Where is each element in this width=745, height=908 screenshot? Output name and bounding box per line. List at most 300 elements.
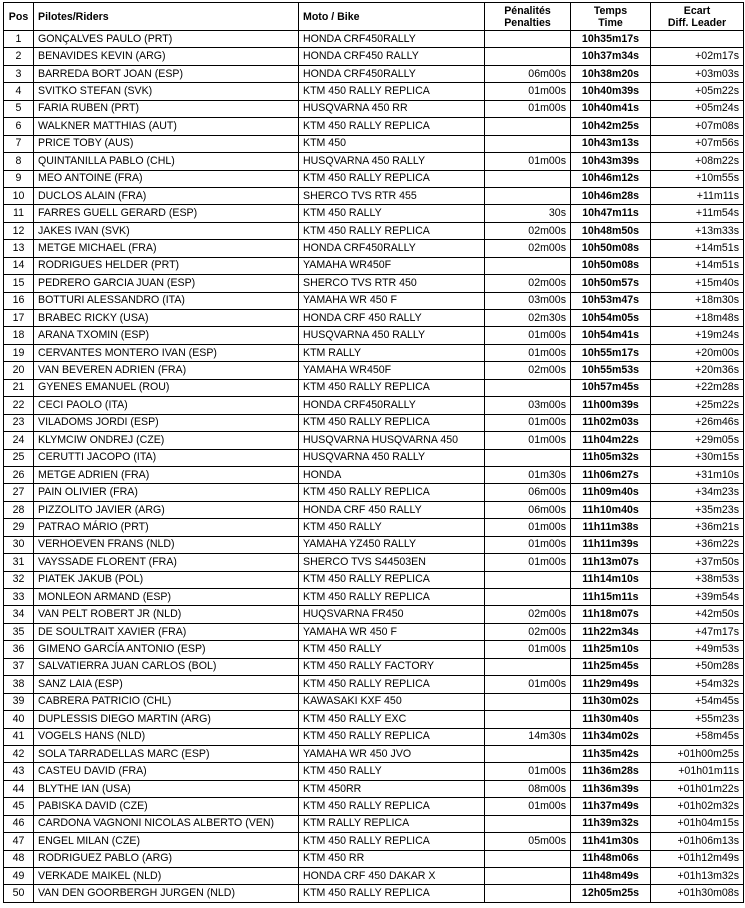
cell-penalty	[485, 449, 571, 466]
cell-time: 10h48m50s	[571, 222, 651, 239]
cell-rider: SANZ LAIA (ESP)	[34, 676, 299, 693]
cell-rider: GONÇALVES PAULO (PRT)	[34, 31, 299, 48]
cell-time: 10h38m20s	[571, 65, 651, 82]
cell-pos: 11	[4, 205, 34, 222]
cell-bike: KTM 450 RALLY REPLICA	[299, 170, 485, 187]
cell-penalty: 01m30s	[485, 466, 571, 483]
cell-rider: PEDRERO GARCIA JUAN (ESP)	[34, 275, 299, 292]
cell-penalty: 01m00s	[485, 641, 571, 658]
cell-penalty: 01m00s	[485, 153, 571, 170]
cell-time: 10h43m13s	[571, 135, 651, 152]
table-row	[4, 327, 744, 344]
table-row	[4, 868, 744, 885]
cell-penalty: 01m00s	[485, 83, 571, 100]
cell-gap: +49m53s	[651, 641, 744, 658]
cell-bike: HONDA CRF 450 RALLY	[299, 310, 485, 327]
table-row	[4, 170, 744, 187]
cell-pos: 5	[4, 100, 34, 117]
cell-penalty: 06m00s	[485, 501, 571, 518]
cell-bike: YAMAHA YZ450 RALLY	[299, 536, 485, 553]
cell-bike: KTM 450 RALLY REPLICA	[299, 83, 485, 100]
cell-rider: CARDONA VAGNONI NICOLAS ALBERTO (VEN)	[34, 815, 299, 832]
cell-time: 10h54m41s	[571, 327, 651, 344]
cell-gap: +14m51s	[651, 240, 744, 257]
cell-gap: +36m21s	[651, 519, 744, 536]
cell-pos: 20	[4, 362, 34, 379]
cell-time: 11h10m40s	[571, 501, 651, 518]
cell-rider: QUINTANILLA PABLO (CHL)	[34, 153, 299, 170]
cell-time: 11h35m42s	[571, 745, 651, 762]
cell-time: 11h25m45s	[571, 658, 651, 675]
cell-penalty	[485, 31, 571, 48]
table-row	[4, 31, 744, 48]
cell-time: 10h40m39s	[571, 83, 651, 100]
cell-bike: KTM 450 RALLY EXC	[299, 711, 485, 728]
cell-gap: +38m53s	[651, 571, 744, 588]
cell-rider: METGE ADRIEN (FRA)	[34, 466, 299, 483]
table-row	[4, 275, 744, 292]
cell-time: 10h42m25s	[571, 118, 651, 135]
table-row	[4, 100, 744, 117]
cell-pos: 35	[4, 623, 34, 640]
cell-bike: HUSQVARNA 450 RALLY	[299, 449, 485, 466]
cell-penalty: 06m00s	[485, 65, 571, 82]
table-row	[4, 397, 744, 414]
cell-gap: +01h12m49s	[651, 850, 744, 867]
cell-time: 11h18m07s	[571, 606, 651, 623]
cell-bike: HUSQVARNA 450 RALLY	[299, 327, 485, 344]
cell-gap: +29m05s	[651, 432, 744, 449]
cell-penalty: 01m00s	[485, 519, 571, 536]
cell-bike: KTM 450 RALLY REPLICA	[299, 571, 485, 588]
cell-gap: +36m22s	[651, 536, 744, 553]
cell-bike: HONDA CRF450RALLY	[299, 31, 485, 48]
header-pos: Pos	[4, 3, 34, 31]
cell-rider: GYENES EMANUEL (ROU)	[34, 379, 299, 396]
table-row	[4, 501, 744, 518]
table-row	[4, 780, 744, 797]
table-row	[4, 728, 744, 745]
table-row	[4, 65, 744, 82]
cell-rider: RODRIGUEZ PABLO (ARG)	[34, 850, 299, 867]
cell-pos: 17	[4, 310, 34, 327]
cell-time: 11h37m49s	[571, 798, 651, 815]
table-row	[4, 414, 744, 431]
cell-pos: 19	[4, 344, 34, 361]
cell-gap: +55m23s	[651, 711, 744, 728]
cell-bike: KTM 450 RALLY REPLICA	[299, 379, 485, 396]
cell-bike: KTM RALLY	[299, 344, 485, 361]
cell-bike: KTM 450 RALLY REPLICA	[299, 885, 485, 902]
table-row	[4, 693, 744, 710]
cell-rider: ENGEL MILAN (CZE)	[34, 833, 299, 850]
cell-pos: 50	[4, 885, 34, 902]
cell-time: 11h41m30s	[571, 833, 651, 850]
cell-rider: VILADOMS JORDI (ESP)	[34, 414, 299, 431]
cell-gap: +14m51s	[651, 257, 744, 274]
cell-pos: 8	[4, 153, 34, 170]
cell-pos: 42	[4, 745, 34, 762]
table-row	[4, 676, 744, 693]
header-gap	[651, 3, 744, 31]
cell-pos: 33	[4, 589, 34, 606]
cell-penalty: 08m00s	[485, 780, 571, 797]
cell-time: 11h13m07s	[571, 554, 651, 571]
cell-rider: SOLA TARRADELLAS MARC (ESP)	[34, 745, 299, 762]
cell-bike: SHERCO TVS RTR 455	[299, 187, 485, 204]
cell-gap: +03m03s	[651, 65, 744, 82]
cell-gap: +05m22s	[651, 83, 744, 100]
header-penalties-fr: Pénalités	[504, 4, 551, 17]
table-row	[4, 815, 744, 832]
cell-gap	[651, 31, 744, 48]
table-row	[4, 589, 744, 606]
cell-rider: PRICE TOBY (AUS)	[34, 135, 299, 152]
table-row	[4, 205, 744, 222]
cell-rider: WALKNER MATTHIAS (AUT)	[34, 118, 299, 135]
cell-penalty	[485, 135, 571, 152]
cell-time: 11h34m02s	[571, 728, 651, 745]
cell-rider: DUPLESSIS DIEGO MARTIN (ARG)	[34, 711, 299, 728]
cell-penalty	[485, 118, 571, 135]
cell-rider: PAIN OLIVIER (FRA)	[34, 484, 299, 501]
table-row	[4, 658, 744, 675]
cell-rider: BLYTHE IAN (USA)	[34, 780, 299, 797]
cell-bike: KTM 450 RALLY	[299, 641, 485, 658]
cell-penalty	[485, 815, 571, 832]
cell-pos: 47	[4, 833, 34, 850]
table-row	[4, 222, 744, 239]
cell-rider: SVITKO STEFAN (SVK)	[34, 83, 299, 100]
cell-time: 11h09m40s	[571, 484, 651, 501]
cell-time: 11h04m22s	[571, 432, 651, 449]
cell-bike: YAMAHA WR450F	[299, 362, 485, 379]
table-row	[4, 344, 744, 361]
cell-penalty: 01m00s	[485, 676, 571, 693]
cell-penalty: 02m00s	[485, 623, 571, 640]
cell-penalty: 03m00s	[485, 397, 571, 414]
cell-time: 11h05m32s	[571, 449, 651, 466]
cell-rider: GIMENO GARCÍA ANTONIO (ESP)	[34, 641, 299, 658]
table-row	[4, 135, 744, 152]
cell-time: 11h11m39s	[571, 536, 651, 553]
cell-pos: 13	[4, 240, 34, 257]
cell-time: 10h43m39s	[571, 153, 651, 170]
cell-gap: +34m23s	[651, 484, 744, 501]
cell-pos: 26	[4, 466, 34, 483]
header-time-fr: Temps	[593, 4, 628, 17]
cell-rider: PABISKA DAVID (CZE)	[34, 798, 299, 815]
cell-gap: +01h00m25s	[651, 745, 744, 762]
cell-pos: 2	[4, 48, 34, 65]
cell-pos: 32	[4, 571, 34, 588]
cell-gap: +07m56s	[651, 135, 744, 152]
cell-time: 11h25m10s	[571, 641, 651, 658]
table-row	[4, 519, 744, 536]
cell-time: 10h35m17s	[571, 31, 651, 48]
cell-penalty: 02m00s	[485, 275, 571, 292]
cell-gap: +20m36s	[651, 362, 744, 379]
cell-bike: KTM 450 RALLY FACTORY	[299, 658, 485, 675]
cell-time: 11h36m39s	[571, 780, 651, 797]
cell-pos: 12	[4, 222, 34, 239]
cell-pos: 14	[4, 257, 34, 274]
cell-penalty: 05m00s	[485, 833, 571, 850]
cell-penalty	[485, 658, 571, 675]
cell-rider: CECI PAOLO (ITA)	[34, 397, 299, 414]
cell-gap: +10m55s	[651, 170, 744, 187]
table-row	[4, 623, 744, 640]
cell-gap: +18m48s	[651, 310, 744, 327]
cell-gap: +50m28s	[651, 658, 744, 675]
cell-bike: KTM RALLY REPLICA	[299, 815, 485, 832]
cell-penalty: 01m00s	[485, 763, 571, 780]
cell-bike: KTM 450RR	[299, 780, 485, 797]
header-gap-en: Diff. Leader	[667, 16, 727, 29]
cell-rider: VAN DEN GOORBERGH JURGEN (NLD)	[34, 885, 299, 902]
table-row	[4, 310, 744, 327]
cell-time: 11h30m40s	[571, 711, 651, 728]
table-row	[4, 571, 744, 588]
cell-bike: YAMAHA WR 450 JVO	[299, 745, 485, 762]
cell-time: 11h36m28s	[571, 763, 651, 780]
cell-bike: KTM 450 RALLY REPLICA	[299, 728, 485, 745]
table-row	[4, 885, 744, 902]
table-row	[4, 449, 744, 466]
header-bike: Moto / Bike	[299, 3, 485, 31]
table-row	[4, 432, 744, 449]
cell-gap: +39m54s	[651, 589, 744, 606]
cell-rider: CASTEU DAVID (FRA)	[34, 763, 299, 780]
cell-bike: KTM 450 RALLY REPLICA	[299, 484, 485, 501]
cell-penalty: 01m00s	[485, 100, 571, 117]
cell-rider: FARIA RUBEN (PRT)	[34, 100, 299, 117]
cell-bike: HUSQVARNA 450 RR	[299, 100, 485, 117]
cell-penalty: 01m00s	[485, 554, 571, 571]
cell-penalty: 01m00s	[485, 414, 571, 431]
cell-gap: +02m17s	[651, 48, 744, 65]
cell-time: 11h00m39s	[571, 397, 651, 414]
cell-pos: 21	[4, 379, 34, 396]
cell-pos: 45	[4, 798, 34, 815]
header-row	[4, 3, 744, 31]
cell-gap: +19m24s	[651, 327, 744, 344]
cell-penalty: 02m00s	[485, 606, 571, 623]
cell-gap: +20m00s	[651, 344, 744, 361]
cell-rider: VAN PELT ROBERT JR (NLD)	[34, 606, 299, 623]
cell-rider: METGE MICHAEL (FRA)	[34, 240, 299, 257]
cell-gap: +01h30m08s	[651, 885, 744, 902]
cell-gap: +01h13m32s	[651, 868, 744, 885]
cell-time: 10h55m53s	[571, 362, 651, 379]
cell-rider: BRABEC RICKY (USA)	[34, 310, 299, 327]
table-row	[4, 379, 744, 396]
cell-penalty	[485, 711, 571, 728]
cell-time: 10h53m47s	[571, 292, 651, 309]
header-penalties	[485, 3, 571, 31]
header-gap-fr: Ecart	[683, 4, 711, 17]
cell-time: 11h14m10s	[571, 571, 651, 588]
cell-gap: +15m40s	[651, 275, 744, 292]
cell-rider: CABRERA PATRICIO (CHL)	[34, 693, 299, 710]
table-row	[4, 833, 744, 850]
results-body	[4, 31, 744, 903]
cell-penalty	[485, 693, 571, 710]
table-row	[4, 466, 744, 483]
cell-pos: 34	[4, 606, 34, 623]
table-row	[4, 362, 744, 379]
cell-rider: CERUTTI JACOPO (ITA)	[34, 449, 299, 466]
cell-penalty: 02m30s	[485, 310, 571, 327]
cell-gap: +07m08s	[651, 118, 744, 135]
cell-rider: BENAVIDES KEVIN (ARG)	[34, 48, 299, 65]
cell-bike: SHERCO TVS RTR 450	[299, 275, 485, 292]
cell-time: 10h57m45s	[571, 379, 651, 396]
table-row	[4, 153, 744, 170]
cell-time: 10h55m17s	[571, 344, 651, 361]
cell-penalty	[485, 868, 571, 885]
cell-penalty: 01m00s	[485, 327, 571, 344]
cell-penalty: 01m00s	[485, 798, 571, 815]
cell-penalty	[485, 257, 571, 274]
cell-time: 10h50m08s	[571, 240, 651, 257]
cell-pos: 1	[4, 31, 34, 48]
cell-rider: VAYSSADE FLORENT (FRA)	[34, 554, 299, 571]
cell-pos: 48	[4, 850, 34, 867]
cell-rider: VOGELS HANS (NLD)	[34, 728, 299, 745]
cell-gap: +54m32s	[651, 676, 744, 693]
cell-bike: KTM 450 RALLY	[299, 763, 485, 780]
cell-rider: SALVATIERRA JUAN CARLOS (BOL)	[34, 658, 299, 675]
cell-pos: 39	[4, 693, 34, 710]
cell-gap: +35m23s	[651, 501, 744, 518]
table-row	[4, 711, 744, 728]
cell-rider: FARRES GUELL GERARD (ESP)	[34, 205, 299, 222]
cell-rider: ARANA TXOMIN (ESP)	[34, 327, 299, 344]
cell-bike: KTM 450	[299, 135, 485, 152]
cell-pos: 3	[4, 65, 34, 82]
cell-pos: 22	[4, 397, 34, 414]
cell-time: 10h46m12s	[571, 170, 651, 187]
cell-penalty: 01m00s	[485, 432, 571, 449]
header-rider: Pilotes/Riders	[34, 3, 299, 31]
cell-rider: MEO ANTOINE (FRA)	[34, 170, 299, 187]
cell-bike: HONDA CRF450 RALLY	[299, 48, 485, 65]
cell-pos: 29	[4, 519, 34, 536]
cell-bike: KTM 450 RALLY REPLICA	[299, 833, 485, 850]
header-penalties-en: Penalties	[504, 16, 551, 29]
cell-gap: +18m30s	[651, 292, 744, 309]
cell-bike: HONDA CRF450RALLY	[299, 65, 485, 82]
cell-penalty: 02m00s	[485, 240, 571, 257]
cell-time: 11h02m03s	[571, 414, 651, 431]
table-row	[4, 48, 744, 65]
table-row	[4, 554, 744, 571]
cell-pos: 10	[4, 187, 34, 204]
cell-gap: +08m22s	[651, 153, 744, 170]
cell-bike: HONDA CRF 450 DAKAR X	[299, 868, 485, 885]
cell-bike: SHERCO TVS S44503EN	[299, 554, 485, 571]
cell-pos: 18	[4, 327, 34, 344]
cell-rider: VAN BEVEREN ADRIEN (FRA)	[34, 362, 299, 379]
cell-time: 11h48m06s	[571, 850, 651, 867]
cell-time: 11h11m38s	[571, 519, 651, 536]
cell-rider: PIZZOLITO JAVIER (ARG)	[34, 501, 299, 518]
cell-bike: KTM 450 RALLY	[299, 519, 485, 536]
cell-time: 11h06m27s	[571, 466, 651, 483]
cell-penalty: 02m00s	[485, 222, 571, 239]
cell-bike: HONDA	[299, 466, 485, 483]
cell-bike: KAWASAKI KXF 450	[299, 693, 485, 710]
cell-gap: +01h04m15s	[651, 815, 744, 832]
cell-pos: 16	[4, 292, 34, 309]
cell-pos: 38	[4, 676, 34, 693]
table-row	[4, 118, 744, 135]
cell-gap: +42m50s	[651, 606, 744, 623]
cell-time: 10h40m41s	[571, 100, 651, 117]
table-row	[4, 292, 744, 309]
cell-pos: 25	[4, 449, 34, 466]
cell-gap: +47m17s	[651, 623, 744, 640]
cell-bike: KTM 450 RALLY REPLICA	[299, 118, 485, 135]
table-row	[4, 641, 744, 658]
cell-pos: 31	[4, 554, 34, 571]
header-time	[571, 3, 651, 31]
cell-rider: BARREDA BORT JOAN (ESP)	[34, 65, 299, 82]
cell-bike: KTM 450 RALLY REPLICA	[299, 676, 485, 693]
cell-bike: KTM 450 RR	[299, 850, 485, 867]
cell-rider: BOTTURI ALESSANDRO (ITA)	[34, 292, 299, 309]
cell-penalty: 03m00s	[485, 292, 571, 309]
table-row	[4, 484, 744, 501]
cell-time: 11h29m49s	[571, 676, 651, 693]
table-row	[4, 850, 744, 867]
cell-penalty: 02m00s	[485, 362, 571, 379]
cell-rider: PIATEK JAKUB (POL)	[34, 571, 299, 588]
cell-time: 11h22m34s	[571, 623, 651, 640]
cell-penalty	[485, 885, 571, 902]
cell-gap: +37m50s	[651, 554, 744, 571]
cell-bike: KTM 450 RALLY REPLICA	[299, 589, 485, 606]
table-row	[4, 240, 744, 257]
cell-pos: 46	[4, 815, 34, 832]
cell-bike: KTM 450 RALLY REPLICA	[299, 222, 485, 239]
table-row	[4, 745, 744, 762]
cell-pos: 15	[4, 275, 34, 292]
cell-time: 11h39m32s	[571, 815, 651, 832]
cell-rider: RODRIGUES HELDER (PRT)	[34, 257, 299, 274]
cell-pos: 9	[4, 170, 34, 187]
cell-bike: YAMAHA WR 450 F	[299, 623, 485, 640]
cell-pos: 24	[4, 432, 34, 449]
cell-bike: YAMAHA WR 450 F	[299, 292, 485, 309]
cell-pos: 7	[4, 135, 34, 152]
cell-penalty: 30s	[485, 205, 571, 222]
results-table	[3, 2, 744, 903]
cell-pos: 27	[4, 484, 34, 501]
cell-penalty	[485, 379, 571, 396]
cell-bike: KTM 450 RALLY REPLICA	[299, 798, 485, 815]
table-row	[4, 536, 744, 553]
cell-bike: KTM 450 RALLY	[299, 205, 485, 222]
cell-time: 12h05m25s	[571, 885, 651, 902]
cell-pos: 44	[4, 780, 34, 797]
cell-time: 11h48m49s	[571, 868, 651, 885]
cell-bike: HONDA CRF450RALLY	[299, 240, 485, 257]
cell-rider: VERKADE MAIKEL (NLD)	[34, 868, 299, 885]
cell-time: 10h46m28s	[571, 187, 651, 204]
cell-time: 10h37m34s	[571, 48, 651, 65]
